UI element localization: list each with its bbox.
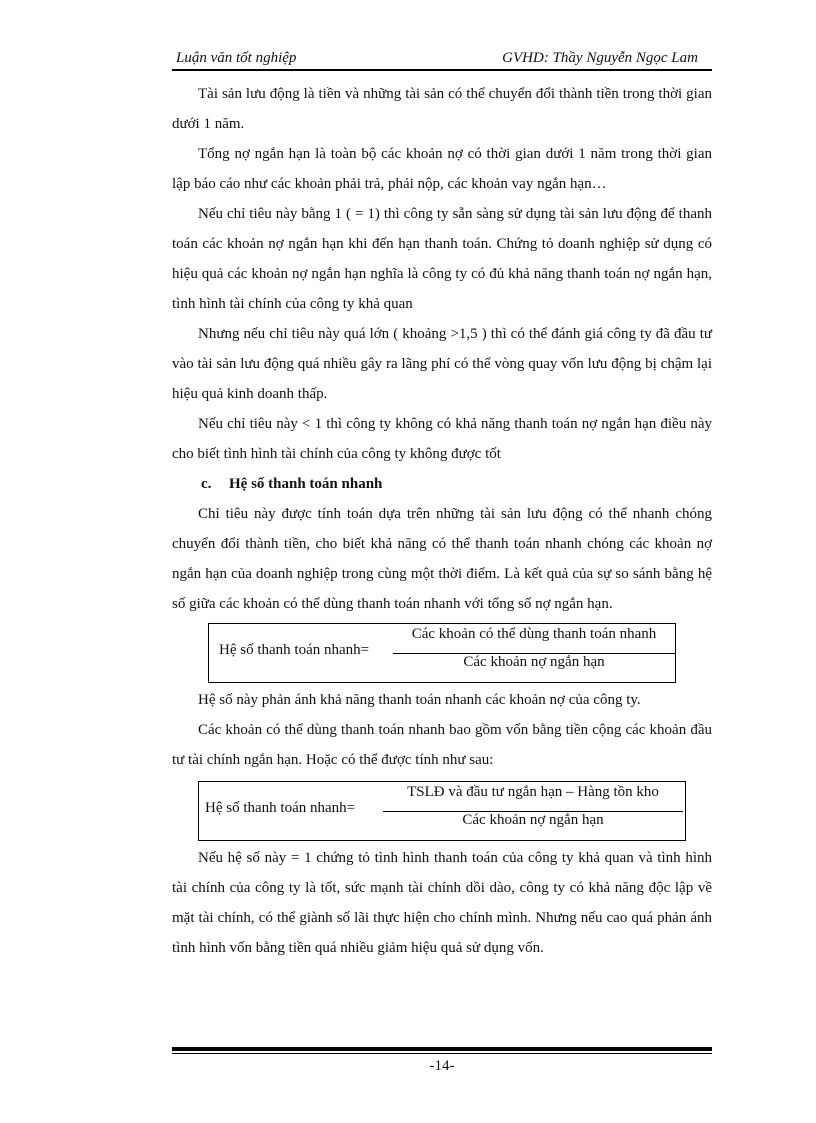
page-header (172, 50, 712, 70)
formula-lhs: Hệ số thanh toán nhanh= (205, 800, 356, 816)
header-rule (172, 69, 712, 71)
paragraph-ratio-too-high: Nhưng nếu chỉ tiêu này quá lớn ( khoảng >1,5 ) thì có thể đánh giá công ty đã đầu tư vào tài sản lưu động quá nhiều gây ra lãng phí có thể vòng quay vốn lưu động bị chậm lại hiệu quả kinh doanh thấp. (172, 326, 712, 402)
footer-rule-thick (172, 1047, 712, 1051)
section-title: Hệ số thanh toán nhanh (229, 476, 383, 492)
paragraph-quick-ratio-interpretation: Nếu hệ số này = 1 chứng tỏ tình hình thanh toán của công ty khả quan và tình hình tài chính của công ty là tốt, sức mạnh tài chính dồi dào, công ty có khả năng độc lập về mặt tài chính, có thể giành số lãi thực hiện cho chính mình. Nhưng nếu cao quá phản ánh tình hình vốn bằng tiền quá nhiều giảm hiệu quả sử dụng vốn. (172, 850, 712, 956)
footer-rule-thin (172, 1053, 712, 1054)
quick-ratio-alt-formula-box (198, 781, 686, 841)
page-body (172, 79, 712, 963)
section-letter: c. (201, 476, 212, 492)
formula-denominator: Các khoản nợ ngắn hạn (462, 812, 604, 828)
paragraph-ratio-equals-one: Nếu chỉ tiêu này bằng 1 ( = 1) thì công ty sẵn sàng sử dụng tài sản lưu động để thanh toán các khoản nợ ngắn hạn khi đến hạn thanh toán. Chứng tỏ doanh nghiệp sử dụng có hiệu quả các khoản nợ ngắn hạn nghĩa là công ty có đủ khả năng thanh toán nợ ngắn hạn, tình hình tài chính của công ty khả quan (172, 206, 712, 312)
formula-denominator: Các khoản nợ ngắn hạn (463, 654, 605, 670)
section-heading (201, 469, 712, 499)
page-number: -14- (429, 1058, 455, 1074)
formula-lhs: Hệ số thanh toán nhanh= (219, 642, 370, 658)
paragraph-quick-ratio-meaning: Hệ số này phản ánh khả năng thanh toán nhanh các khoản nợ của công ty. (198, 692, 641, 708)
header-advisor: GVHD: Thầy Nguyễn Ngọc Lam (502, 50, 698, 66)
paragraph-current-assets: Tài sản lưu động là tiền và những tài sản có thể chuyển đổi thành tiền trong thời gian dưới 1 năm. (172, 86, 712, 132)
paragraph-quick-ratio-definition: Chỉ tiêu này được tính toán dựa trên những tài sản lưu động có thể nhanh chóng chuyển đổi thành tiền, cho biết khả năng có thể thanh toán nhanh chóng các khoản nợ ngắn hạn của doanh nghiệp trong cùng một thời điểm. Là kết quả của sự so sánh bằng hệ số giữa các khoản có thể dùng thanh toán nhanh với tổng số nợ ngắn hạn. (172, 506, 712, 612)
paragraph-quick-assets: Các khoản có thể dùng thanh toán nhanh bao gồm vốn bằng tiền cộng các khoản đầu tư tài chính ngắn hạn. Hoặc có thể được tính như sau: (172, 722, 712, 768)
formula-numerator: TSLĐ và đầu tư ngắn hạn – Hàng tồn kho (407, 784, 659, 800)
header-thesis-title: Luận văn tốt nghiệp (176, 50, 297, 66)
formula-numerator: Các khoản có thể dùng thanh toán nhanh (411, 626, 657, 642)
quick-ratio-formula-box (208, 623, 676, 683)
paragraph-ratio-below-one: Nếu chỉ tiêu này < 1 thì công ty không có khả năng thanh toán nợ ngắn hạn điều này cho biết tình hình tài chính của công ty không được tốt (172, 416, 712, 462)
paragraph-short-term-debt: Tổng nợ ngắn hạn là toàn bộ các khoản nợ có thời gian dưới 1 năm trong thời gian lập báo cáo như các khoản phải trả, phải nộp, các khoản vay ngắn hạn… (172, 146, 712, 192)
